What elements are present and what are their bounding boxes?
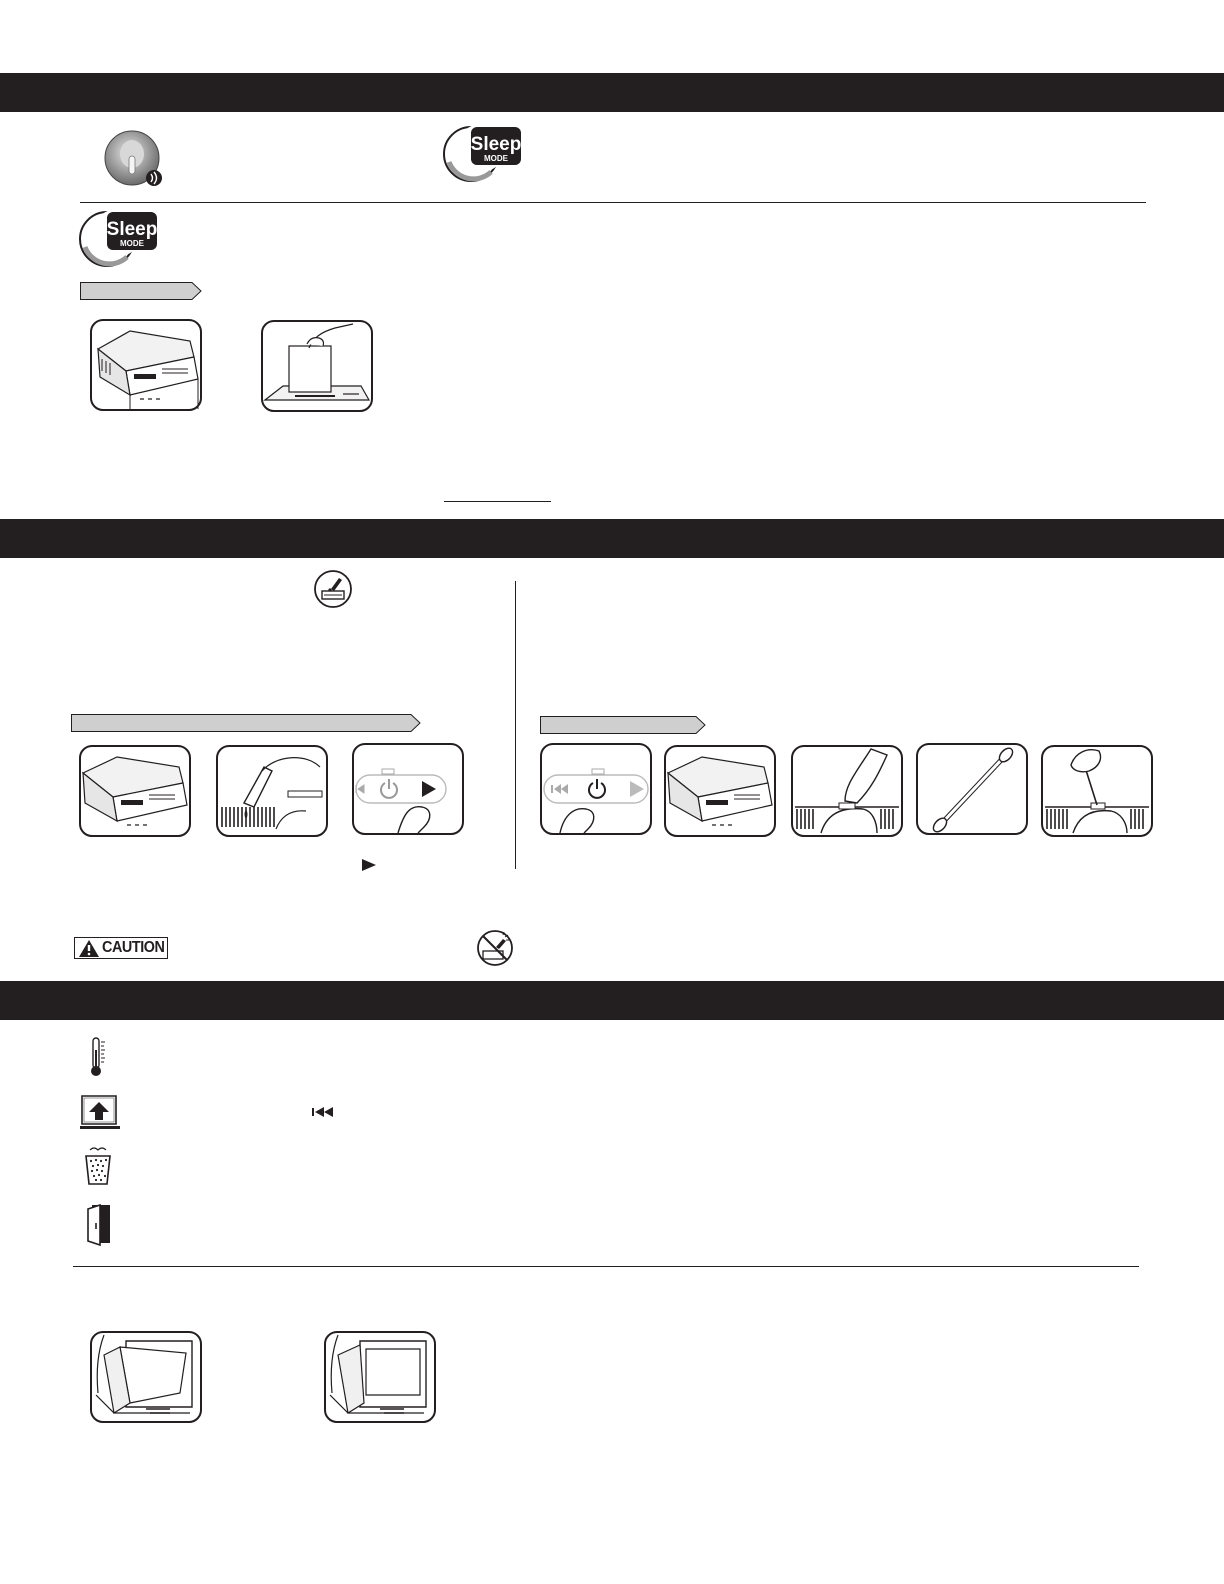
door-open-icon [86, 1201, 114, 1247]
bin-full-icon [84, 1146, 112, 1186]
svg-text:MODE: MODE [120, 239, 144, 248]
silent-face-icon [104, 130, 164, 190]
middle-section-band [0, 519, 1224, 558]
bin-replaced-illustration [324, 1331, 436, 1423]
paper-feed-illustration [261, 320, 373, 412]
sleep-mode-icon [79, 209, 159, 267]
bin-removal-illustration [90, 1331, 202, 1423]
shredder-illustration [90, 319, 202, 411]
oil-application-illustration [216, 745, 328, 837]
thermometer-icon [86, 1036, 108, 1078]
warning-triangle-icon [78, 939, 100, 958]
shredder-illustration [664, 745, 776, 837]
step-tab-cleaning [540, 716, 706, 734]
section-divider [80, 202, 1146, 203]
svg-text:Sleep: Sleep [106, 219, 158, 240]
step-tab [80, 282, 202, 300]
caution-text: CAUTION [102, 939, 165, 956]
caution-label [74, 937, 168, 959]
svg-text:MODE: MODE [484, 154, 508, 163]
oil-icon [313, 569, 353, 609]
section-divider [73, 1266, 1139, 1267]
sensor-cleaning-illustration [1041, 745, 1153, 837]
reverse-icon [312, 1107, 336, 1117]
top-section-band [0, 73, 1224, 112]
sensor-touch-illustration [791, 745, 903, 837]
no-oil-aerosol-icon [476, 929, 514, 967]
control-panel-play-illustration [352, 743, 464, 835]
play-icon [361, 858, 377, 872]
column-divider [515, 581, 516, 869]
paper-jam-icon [80, 1094, 120, 1132]
svg-text:Sleep: Sleep [470, 134, 522, 155]
control-panel-power-illustration [540, 743, 652, 835]
sleep-mode-icon [443, 124, 523, 182]
step-tab-oiling [71, 714, 421, 732]
short-underline [444, 501, 551, 502]
lower-section-band [0, 981, 1224, 1020]
shredder-illustration [79, 745, 191, 837]
cotton-swab-illustration [916, 743, 1028, 835]
